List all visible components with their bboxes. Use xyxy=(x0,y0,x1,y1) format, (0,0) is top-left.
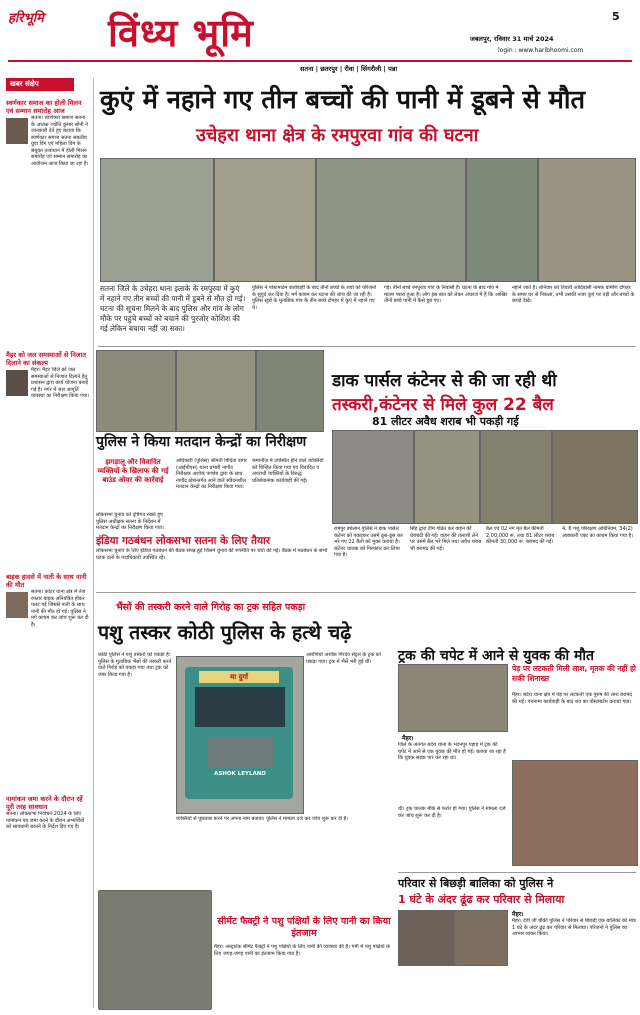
missing-rule xyxy=(398,872,636,873)
truck-grille xyxy=(207,737,273,767)
regions: सतना | छतरपुर | रीवा | सिंगरौली | पन्ना xyxy=(300,65,398,73)
truck-banner: मा दुर्गा xyxy=(199,671,279,683)
hanging-photo xyxy=(512,760,638,866)
page-number: 5 xyxy=(612,10,620,23)
masthead xyxy=(0,0,640,73)
sidebar-headline: मैहर को जल समस्याओं से निजात दिलाने का संकल्प xyxy=(6,351,87,367)
truck-photo xyxy=(176,656,304,814)
container-headline-1: डाक पार्सल कंटेनर से की जा रही थी xyxy=(332,371,557,391)
container-body-4: 4, 6 पशु परिरक्षण अधिनियम, 34(2) आबकारी एक्ट का कायम किया गया है। xyxy=(562,526,634,539)
alliance-headline: इंडिया गठबंधन लोकसभा सतना के लिए तैयार xyxy=(96,535,271,547)
sidebar-text: सतना। लोकसभा निर्वाचन 2024 के लिए नामांकन पत्र जमा करने के दौरान अभ्यर्थियों को सावधानी बरतने के निर्देश दिए गए हैं। xyxy=(6,811,85,830)
cattle-kicker: भैंसों की तस्करी करने वाले गिरोह का ट्रक सहित पकड़ा xyxy=(116,602,306,613)
inspection-headline: पुलिस ने किया मतदान केन्द्रों का निरीक्षण xyxy=(96,434,307,450)
cement-body: मैहर। अल्ट्राटेक सीमेंट फैक्ट्री ने पशु पक्षियों के लिए पानी की व्यवस्था की है। गर्मी में पशु पक्षियों के लिए जगह-जगह पानी का इंतजाम किया गया है। xyxy=(214,944,391,957)
missing-headline-2: 1 घंटे के अंदर ढूंढ कर परिवार से मिलाया xyxy=(398,893,565,906)
lead-photo-2 xyxy=(214,158,316,282)
truck-brand: ASHOK LEYLAND xyxy=(214,771,266,777)
lead-photo-4 xyxy=(466,158,538,282)
container-photo-1 xyxy=(332,430,414,524)
missing-photo-1 xyxy=(398,910,454,966)
lead-body-2: गई। तीनों बच्चे रमपुरवा गांव के निवासी हैं। घटना के बाद गांव में मातम पसरा हुआ है। लोग इस बात को लेकर अचरज में हैं कि आखिर तीनों बच्चे पानी में कैसे डूब गए। xyxy=(384,285,508,304)
truck-story-place: मैहर। xyxy=(402,735,414,742)
inspection-body-2: कम्पनीज़ में उपस्थित होने वाले व्यक्तियों को चिन्हित किया गया एवं विवादित व अपराधी व्यक्तियों के विरुद्ध प्रतिबंधात्मक कार्यवाही की गई। xyxy=(252,458,324,484)
container-photo-2 xyxy=(414,430,480,524)
lead-photo-3 xyxy=(316,158,466,282)
inspection-photo-1 xyxy=(96,350,176,432)
truck-story-body-2: थी। ट्रक चालक मौके से फरार हो गया। पुलिस ने मामला दर्ज कर जांच शुरू कर दी है। xyxy=(398,806,506,819)
lead-headline: कुएं में नहाने गए तीन बच्चों की पानी में डूबने से मौत xyxy=(100,85,586,115)
truck-windshield xyxy=(195,687,285,727)
sidebar-headline: स्वर्णकार समाज का होली मिलन एवं सम्मान समारोह आज xyxy=(6,99,82,115)
sidebar-photo xyxy=(6,370,28,396)
cattle-headline: पशु तस्कर कोठी पुलिस के हत्थे चढ़े xyxy=(98,621,352,644)
sidebar-photo xyxy=(6,592,28,618)
masthead-logo: हरिभूमि xyxy=(8,11,44,26)
sidebar-item xyxy=(6,99,90,345)
alliance-body: लोकसभा चुनाव के लिए इंडिया गठबंधन की बैठक संपन्न हुई जिसमें चुनाव की रणनीति पर चर्चा की गई। बैठक में गठबंधन के सभी घटक दलों के पदाधिकारी उपस्थित रहे। xyxy=(96,548,328,561)
inspection-body-1: अधिकारी (पुलिस) श्रीमती विदिता डागर (आईपीएस) थाना प्रभारी नागौद निरीक्षक अशोक पाण्डेय द्वारा के साथ नागौद क्षेत्रान्तर्गत आने वाले संवेदनशील मतदान केन्द्रों का निरीक्षण किया गया। xyxy=(176,458,247,490)
sidebar-photo xyxy=(6,118,28,144)
missing-place: मैहर। xyxy=(512,911,524,918)
cattle-body-2: आरोपियों अशोक गिरदेव सेंट्रल के ट्रक को पकड़ा गया। ट्रक में भैंसें भरी हुई थीं। xyxy=(306,652,381,665)
lead-body-3: नहाने जाते हैं। शनिवार को तिवारी आदिवासी नामक ग्रामीण दोपहर के समय घर से निकला, तभी उसकी नजर कुएं पर पड़ी और बच्चों के कपड़े देखे। xyxy=(512,285,635,304)
sidebar-text: सतना। कोटर थाना क्षेत्र में तेज रफ्तार बाइक अनियंत्रित होकर पलट गई जिससे नाती के साथ नानी की मौत हो गई। पुलिस ने मर्ग कायम कर जांच शुरू कर दी है। xyxy=(31,589,89,628)
lead-subheadline: उचेहरा थाना क्षेत्र के रमपुरवा गांव की घटना xyxy=(196,125,479,146)
sidebar-item xyxy=(6,351,90,567)
masthead-title: विंध्य भूमि xyxy=(108,11,254,55)
cement-headline: सीमेंट फैक्ट्री ने पशु पक्षियों के लिए पानी का किया इंतजाम xyxy=(217,916,391,939)
cattle-body-3: व्यक्तियों से पूछताछ करने पर अपना नाम बताया। पुलिस ने मामला दर्ज कर जांच शुरू कर दी है। xyxy=(176,816,349,822)
inspection-kicker: झगड़ालू और विवादित व्यक्तियों के खिलाफ की गई बाउंड ओवर की कार्रवाई xyxy=(97,458,169,484)
sidebar xyxy=(6,78,90,1008)
sidebar-text: सतना। स्वर्णकार समाज सतना के अध्यक्ष ज्योति कुमार सोनी ने जानकारी देते हुए बताया कि स्वर्णकार समाज सतना सबलीय युवा विंग एवं महिला विंग के संयुक्त तत्वाधान में होली मिलन समारोह एवं सम्मान समारोह का आयोजन आज किया जा रहा है। xyxy=(31,115,89,167)
container-headline-2: तस्करी,कंटेनर से मिले कुल 22 बैल xyxy=(332,395,554,415)
truck-story-body: जिले के अंतर्गत बदेरा थाना के भदनपुर पहाड़ में ट्रक की चपेट में आने से एक युवक की मौत हो गई। बताया जा रहा है कि युवक सड़क पार कर रहा था। xyxy=(398,742,506,761)
lead-summary: सतना जिले के उचेहरा थाना इलाके के रमपुरवा में कुएं में नहाने गए तीन बच्चों की पानी में डूबने से मौत हो गई। घटना की सूचना मिलने के बाद पुलिस और गांव के लोग मौके पर पहुंचे बच्चों को बचाने की पुरजोर कोशिश की गई लेकिन बचाया नहीं जा सका। xyxy=(100,284,246,333)
sidebar-headline: बाइक हादसे में नाती के साथ नानी की मौत xyxy=(6,573,87,589)
missing-photo-2 xyxy=(454,910,508,966)
lead-rule xyxy=(98,346,636,347)
sidebar-text: मैहर। मैहर जिले को जल समस्याओं से निजात दिलाने हेतु प्रशासन द्वारा कार्य योजना बनाई गई है। नगर में जल आपूर्ति व्यवस्था का निरीक्षण किया गया। xyxy=(31,367,90,399)
masthead-rule xyxy=(8,60,632,62)
lead-body-1: पुलिस ने पोस्टमार्टम कार्यवाही के बाद तीनों बच्चों के शवों को परिजनों के सुपुर्द कर दिया है। मर्ग कायम कर घटना की जांच की जा रही है। पुलिस सूत्रों के मुताबिक गांव के तीन बच्चे दोपहर में कुएं में नहाने गए थे। xyxy=(252,285,377,311)
inspection-photo-2 xyxy=(176,350,256,432)
sidebar-label: खबर संक्षेप xyxy=(6,78,74,91)
lead-photo-5 xyxy=(538,158,636,282)
well-photo xyxy=(98,890,212,1010)
truck-story-photo xyxy=(398,664,508,732)
middle-rule xyxy=(96,592,636,593)
container-body-1: रामपुर बघेलान पुलिस ने डाक पार्सल कंटेनर को पकड़कर उसमें ठूंस-ठूंस कर भरे गए 22 बैलों को मुक्त कराया है। कंटेनर चालक को गिरफ्तार कर लिया गया है। xyxy=(334,526,403,558)
truck-story-headline: ट्रक की चपेट में आने से युवक की मौत xyxy=(398,648,595,664)
container-body-3: बैल एवं 02 नग मृत बैल कीमती 2,00,000 रू. तथा 81 लीटर शराब कीमती 30,000 रू. बरामद की गई। xyxy=(486,526,555,545)
container-photo-4 xyxy=(552,430,638,524)
website: login : www.haribhoomi.com xyxy=(498,47,584,54)
sidebar-divider xyxy=(93,78,94,1008)
container-subheadline: 81 लीटर अवैध शराब भी पकड़ी गई xyxy=(372,415,519,428)
hanging-body: मैहर। बदेरा थाना क्षेत्र में पेड़ पर लटकती एक पुरुष की लाश बरामद की गई। पंचनामा कार्यवाही के बाद शव का पोस्टमार्टम कराया गया। xyxy=(512,692,633,705)
sidebar-item xyxy=(6,795,90,931)
sidebar-item xyxy=(6,573,90,789)
missing-body: मैहर। देवी जी चौकी पुलिस ने परिवार से बिछड़ी एक बालिका को मात्र 1 घंटे के अंदर ढूंढ कर परिवार से मिलाया। परिजनों ने पुलिस का आभार व्यक्त किया। xyxy=(512,918,636,937)
lead-photo-1 xyxy=(100,158,214,282)
inspection-photo-3 xyxy=(256,350,324,432)
sidebar-headline: नामांकन जमा करने के दौरान रहें पूरी तरह सावधान xyxy=(6,795,83,811)
container-photo-3 xyxy=(480,430,552,524)
cattle-body-1: कोठी पुलिस ने पशु तस्करों को पकड़ा है। पुलिस के मुताबिक भैंसों की तस्करी करने वाले गिरोह को पकड़ा गया तथा ट्रक को जब्त किया गया है। xyxy=(98,652,172,678)
hanging-headline: पेड़ पर लटकती मिली लाश, मृतक की नहीं हो सकी शिनाख्त xyxy=(512,664,636,683)
inspection-body-3: लोकसभा चुनाव को दृष्टिगत रखते हुए पुलिस अधीक्षक सतना के निर्देशन में मतदान केन्द्रों का निरीक्षण किया गया। xyxy=(96,512,164,531)
dateline: जबलपुर, रविवार 31 मार्च 2024 xyxy=(470,35,554,43)
missing-headline-1: परिवार से बिछड़ी बालिका को पुलिस ने xyxy=(398,877,554,890)
container-body-2: सिंह द्वारा टीम गठित कर वाहन की घेराबंदी की गई। वाहन की तलाशी लेने पर उसमें बैल भरे मिले तथा अवैध शराब भी बरामद की गई। xyxy=(410,526,482,552)
